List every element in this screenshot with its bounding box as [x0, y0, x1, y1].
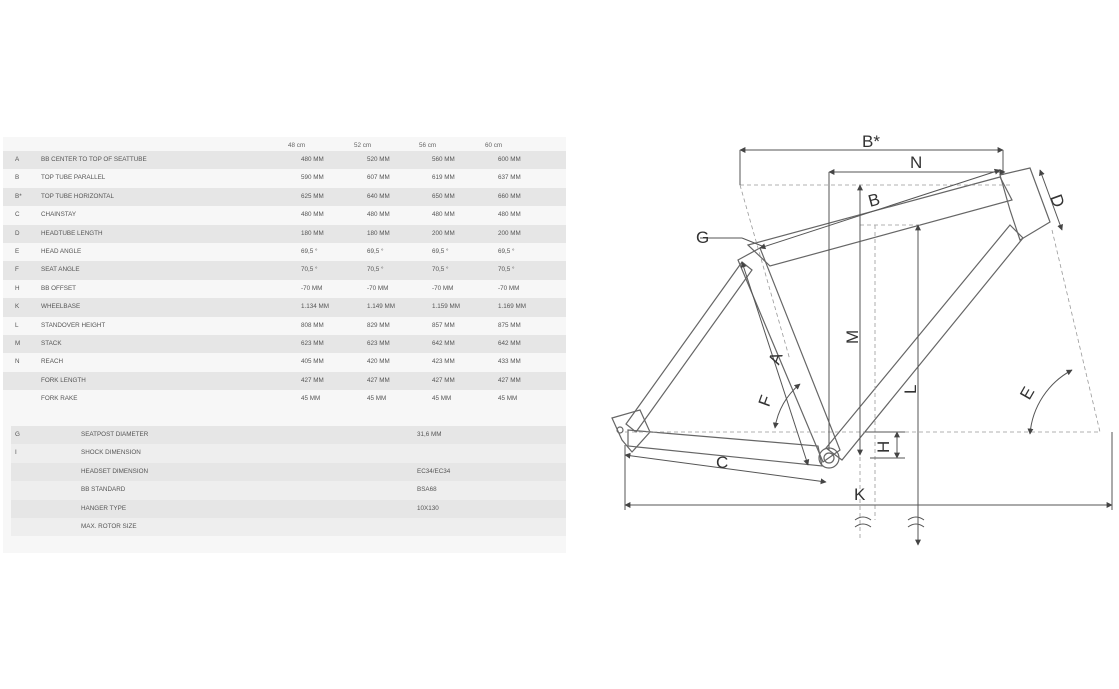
row-value: 45 MM [301, 395, 321, 403]
geometry-row [3, 188, 566, 206]
row-value: 650 MM [432, 192, 455, 200]
spec-row [11, 463, 566, 481]
row-value: 420 MM [367, 358, 390, 366]
row-value: 69,5 ° [498, 248, 515, 255]
geometry-row [3, 169, 566, 187]
spec-key: I [15, 449, 17, 457]
spec-key: G [15, 431, 20, 438]
row-label: BB OFFSET [41, 284, 76, 292]
row-value: 69,5 ° [301, 248, 318, 255]
spec-row [11, 426, 566, 444]
row-value: 180 MM [301, 229, 324, 237]
spec-label: HANGER TYPE [81, 504, 127, 512]
row-value: 623 MM [301, 340, 324, 347]
spec-value: BSA68 [417, 486, 437, 494]
row-key: A [15, 156, 20, 163]
row-value: 480 MM [367, 211, 390, 219]
row-value: 1.169 MM [498, 303, 526, 311]
row-key: C [15, 211, 20, 219]
row-key: N [15, 358, 20, 366]
row-value: 857 MM [432, 321, 455, 329]
row-key: B [15, 174, 20, 182]
dim-e-arc [1030, 370, 1072, 434]
label-a: A [764, 349, 787, 367]
label-d: D [1046, 191, 1069, 210]
geometry-row [3, 243, 566, 261]
row-value: 405 MM [301, 358, 324, 366]
row-value: 600 MM [498, 156, 521, 163]
row-value: 640 MM [367, 192, 390, 200]
row-value: 875 MM [498, 321, 521, 329]
geometry-row [3, 280, 566, 298]
row-value: 607 MM [367, 174, 390, 182]
row-key: M [15, 340, 21, 347]
dim-f-arc [775, 384, 800, 428]
row-label: SEAT ANGLE [41, 266, 80, 274]
label-h: H [874, 440, 893, 453]
top-tube [748, 177, 1012, 266]
row-value: 520 MM [367, 156, 390, 163]
row-label: FORK LENGTH [41, 376, 86, 384]
row-value: 427 MM [432, 376, 455, 384]
row-label: STANDOVER HEIGHT [41, 321, 106, 329]
row-value: -70 MM [301, 284, 323, 292]
geometry-row [3, 390, 566, 408]
row-value: -70 MM [498, 284, 520, 292]
row-key: K [15, 303, 20, 311]
label-bstar: B* [862, 132, 880, 151]
geometry-row [3, 261, 566, 279]
spec-value: EC34/EC34 [417, 467, 451, 475]
spec-label: SEATPOST DIAMETER [81, 431, 149, 438]
spec-row [11, 444, 566, 462]
row-key: B* [15, 192, 22, 200]
row-value: 480 MM [301, 156, 324, 163]
row-value: 637 MM [498, 174, 521, 182]
row-label: REACH [41, 358, 64, 366]
frame-geometry-diagram [600, 120, 1119, 560]
geometry-row [3, 353, 566, 371]
row-value: 45 MM [432, 395, 452, 403]
row-label: WHEELBASE [41, 303, 81, 311]
row-label: BB CENTER TO TOP OF SEATTUBE [41, 156, 147, 163]
row-value: 70,5 ° [367, 266, 384, 274]
spec-label: SHOCK DIMENSION [81, 449, 141, 457]
spec-value: 10X130 [417, 504, 439, 512]
row-value: 625 MM [301, 192, 324, 200]
row-label: STACK [41, 340, 62, 347]
size-header: 48 cm [288, 142, 306, 149]
label-e: E [1016, 383, 1039, 403]
row-value: 69,5 ° [432, 248, 449, 255]
row-key: E [15, 248, 20, 255]
row-label: FORK RAKE [41, 395, 78, 403]
geometry-row [3, 335, 566, 353]
label-b: B [866, 189, 882, 211]
label-n: N [910, 153, 923, 172]
row-value: 45 MM [367, 395, 387, 403]
row-value: 433 MM [498, 358, 521, 366]
row-value: 45 MM [498, 395, 518, 403]
row-label: HEAD ANGLE [41, 248, 82, 255]
row-value: 70,5 ° [432, 266, 449, 274]
geometry-row [3, 298, 566, 316]
row-value: 623 MM [367, 340, 390, 347]
row-value: 1.149 MM [367, 303, 395, 311]
dimension-labels [696, 132, 1068, 504]
row-label: CHAINSTAY [41, 211, 77, 219]
geometry-row [3, 372, 566, 390]
row-value: 200 MM [432, 229, 455, 237]
label-l: L [901, 384, 920, 394]
row-value: 829 MM [367, 321, 390, 329]
row-value: 480 MM [301, 211, 324, 219]
head-tube [1000, 168, 1050, 240]
spec-label: BB STANDARD [81, 486, 126, 494]
row-value: -70 MM [367, 284, 389, 292]
row-value: 1.134 MM [301, 303, 329, 311]
row-label: TOP TUBE PARALLEL [41, 174, 106, 182]
row-value: 560 MM [432, 156, 455, 163]
row-value: -70 MM [432, 284, 454, 292]
row-value: 70,5 ° [301, 266, 318, 274]
row-value: 660 MM [498, 192, 521, 200]
size-header: 60 cm [485, 142, 503, 149]
seat-stay [626, 262, 752, 432]
row-value: 642 MM [432, 340, 455, 347]
geometry-row [3, 225, 566, 243]
label-f: F [754, 392, 777, 409]
label-c: C [716, 453, 729, 472]
geometry-row [3, 206, 566, 224]
geometry-row [3, 317, 566, 335]
row-label: TOP TUBE HORIZONTAL [41, 192, 115, 200]
label-k: K [854, 485, 866, 504]
spec-row [11, 518, 566, 536]
size-header: 56 cm [419, 142, 437, 149]
row-label: HEADTUBE LENGTH [41, 229, 103, 237]
spec-row [11, 500, 566, 518]
row-key: F [15, 266, 19, 274]
label-g: G [696, 228, 710, 247]
size-header: 52 cm [354, 142, 372, 149]
row-key: L [15, 321, 19, 329]
geometry-row [3, 151, 566, 169]
row-key: H [15, 284, 20, 292]
row-value: 200 MM [498, 229, 521, 237]
dimension-lines [625, 150, 1112, 545]
geometry-table [3, 137, 566, 553]
spec-value: 31,6 MM [417, 431, 442, 438]
row-value: 427 MM [301, 376, 324, 384]
row-value: 69,5 ° [367, 248, 384, 255]
row-value: 1.159 MM [432, 303, 460, 311]
row-value: 70,5 ° [498, 266, 515, 274]
row-value: 590 MM [301, 174, 324, 182]
spec-label: HEADSET DIMENSION [81, 467, 149, 475]
row-value: 480 MM [498, 211, 521, 219]
row-value: 180 MM [367, 229, 390, 237]
row-value: 423 MM [432, 358, 455, 366]
seat-tube [738, 248, 840, 462]
row-value: 480 MM [432, 211, 455, 219]
row-value: 427 MM [498, 376, 521, 384]
spec-row [11, 481, 566, 499]
row-key: D [15, 229, 20, 237]
spec-label: MAX. ROTOR SIZE [81, 523, 137, 530]
row-value: 808 MM [301, 321, 324, 329]
row-value: 642 MM [498, 340, 521, 347]
row-value: 619 MM [432, 174, 455, 182]
row-value: 427 MM [367, 376, 390, 384]
label-m: M [843, 329, 862, 344]
bike-frame [612, 168, 1050, 468]
